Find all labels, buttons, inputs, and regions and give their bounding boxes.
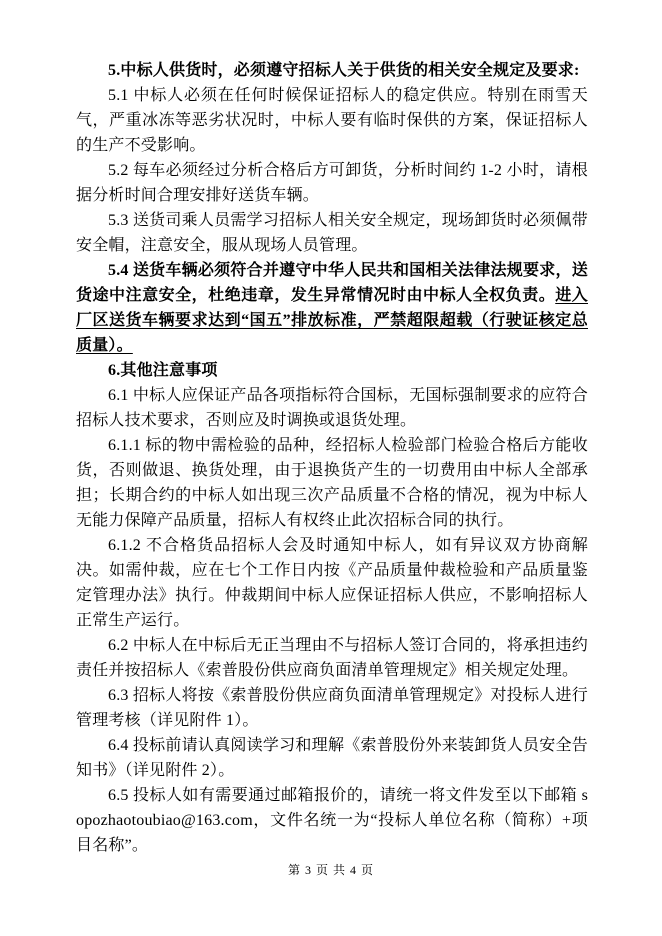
text-run: 6.其他注意事项 (108, 362, 218, 379)
document-body (76, 58, 588, 858)
text-run: 5.2 每车必须经过分析合格后方可卸货，分析时间约 1-2 小时，请根据分析时间合理安排好送货车辆。 (76, 162, 588, 204)
paragraph (76, 533, 588, 633)
paragraph (76, 258, 588, 358)
paragraph (76, 633, 588, 683)
paragraph (76, 683, 588, 733)
text-run: 5.3 送货司乘人员需学习招标人相关安全规定，现场卸货时必须佩带安全帽，注意安全，服从现场人员管理。 (76, 212, 588, 254)
section-heading (76, 358, 588, 383)
text-run: 6.1.1 标的物中需检验的品种，经招标人检验部门检验合格后方能收货，否则做退、换货处理，由于退换货产生的一切费用由中标人全部承担；长期合约的中标人如出现三次产品质量不合格的情况，视为中标人无能力保障产品质量，招标人有权终止此次招标合同的执行。 (76, 437, 588, 529)
text-run: ，文件名统一为“投标人单位名称（简称）+项目名称”。 (76, 812, 588, 854)
text-run: 6.4 投标前请认真阅读学习和理解《索普股份外来装卸货人员安全告知书》（详见附件 2）。 (76, 737, 588, 779)
text-run: 进入厂区送货车辆要求达到“国五”排放标准，严禁超限超载（行驶证核定总质量）。 (76, 287, 588, 354)
text-run: 6.2 中标人在中标后无正当理由不与招标人签订合同的，将承担违约责任并按招标人《索普股份供应商负面清单管理规定》相关规定处理。 (76, 637, 588, 679)
paragraph (76, 83, 588, 158)
text-run: 5.1 中标人必须在任何时候保证招标人的稳定供应。特别在雨雪天气，严重冰冻等恶劣状况时，中标人要有临时保供的方案，保证招标人的生产不受影响。 (76, 87, 588, 154)
paragraph (76, 783, 588, 858)
paragraph (76, 383, 588, 433)
paragraph (76, 433, 588, 533)
text-run: 6.1.2 不合格货品招标人会及时通知中标人，如有异议双方协商解决。如需仲裁，应在七个工作日内按《产品质量仲裁检验和产品质量鉴定管理办法》执行。仲裁期间中标人应保证招标人供应，不影响招标人正常生产运行。 (76, 537, 588, 629)
paragraph (76, 158, 588, 208)
text-run: 6.5 投标人如有需要通过邮箱报价的，请统一将文件发至以下邮箱 (108, 787, 582, 804)
text-run: 6.1 中标人应保证产品各项指标符合国标，无国标强制要求的应符合招标人技术要求，否则应及时调换或退货处理。 (76, 387, 588, 429)
text-run: 5.4 送货车辆必须符合并遵守中华人民共和国相关法律法规要求，送货途中注意安全，杜绝违章，发生异常情况时由中标人全权负责。 (76, 262, 588, 304)
page-number-indicator: 第 3 页 共 4 页 (287, 863, 374, 877)
page-footer (0, 861, 662, 878)
paragraph (76, 733, 588, 783)
paragraph (76, 208, 588, 258)
text-run: 6.3 招标人将按《索普股份供应商负面清单管理规定》对投标人进行管理考核（详见附件 1）。 (76, 687, 588, 729)
email-address: sopozhaotoubiao@163.com (76, 787, 588, 829)
section-heading (76, 58, 588, 83)
text-run: 5.中标人供货时，必须遵守招标人关于供货的相关安全规定及要求: (108, 62, 580, 79)
